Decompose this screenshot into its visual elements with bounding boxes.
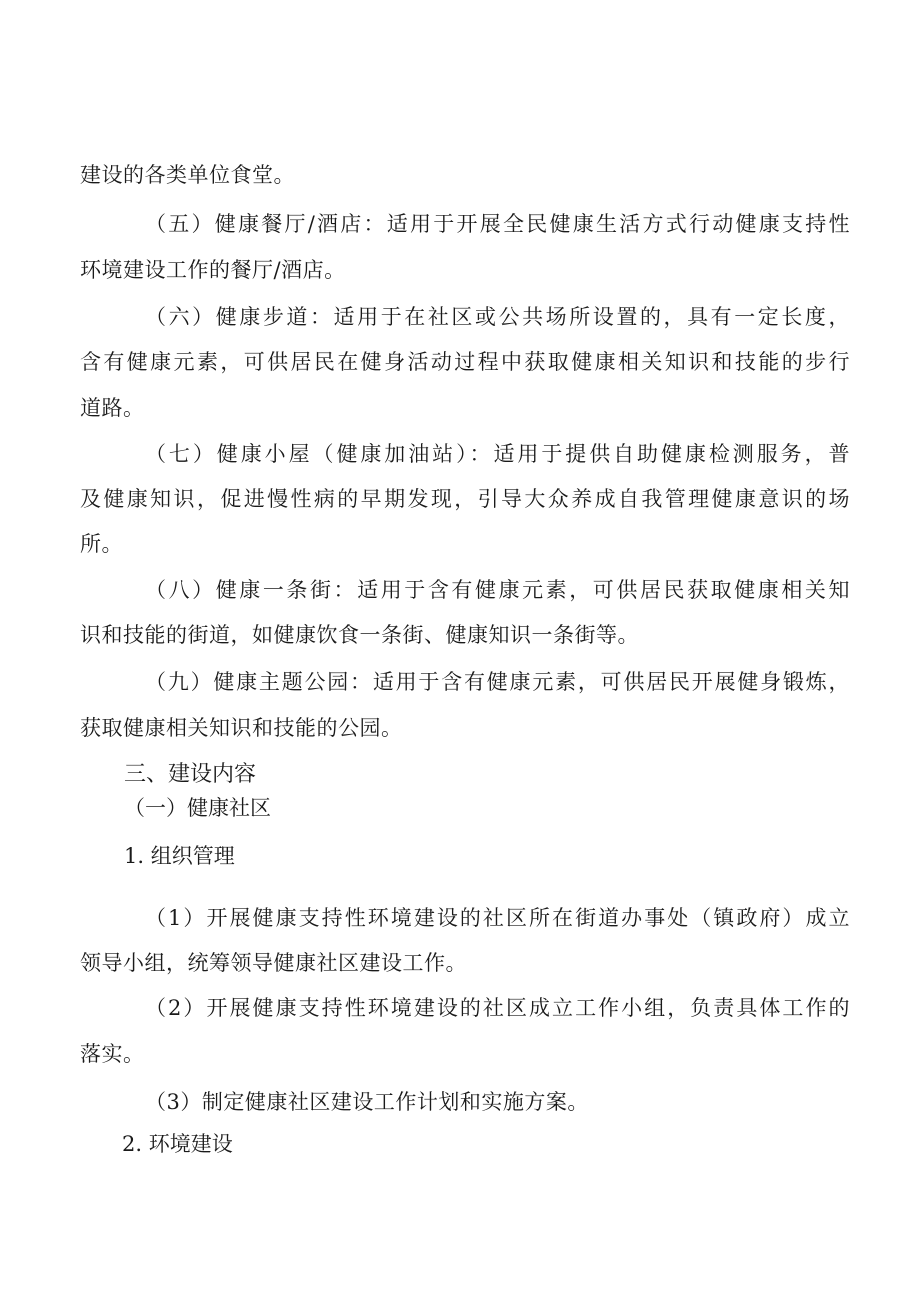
- paragraph-line: 道路。: [80, 396, 145, 420]
- paragraph-line: （1）开展健康支持性环境建设的社区所在街道办事处（镇政府）成立: [145, 906, 850, 930]
- paragraph-line: （3）制定健康社区建设工作计划和实施方案。: [145, 1090, 589, 1114]
- paragraph-line: 环境建设工作的餐厅/酒店。: [80, 258, 346, 282]
- paragraph-line: 获取健康相关知识和技能的公园。: [80, 716, 403, 740]
- subsection-item-heading: 1. 组织管理: [124, 844, 235, 868]
- paragraph-line: （2）开展健康支持性环境建设的社区成立工作小组，负责具体工作的: [145, 996, 850, 1020]
- paragraph-line: （五）健康餐厅/酒店：适用于开展全民健康生活方式行动健康支持性: [145, 212, 850, 236]
- paragraph-line: （八）健康一条街：适用于含有健康元素，可供居民获取健康相关知: [145, 578, 850, 602]
- subsection-heading: （一）健康社区: [124, 796, 271, 820]
- paragraph-line: 建设的各类单位食堂。: [80, 163, 295, 187]
- paragraph-line: （七）健康小屋（健康加油站）：适用于提供自助健康检测服务，普: [145, 442, 850, 466]
- paragraph-line: （六）健康步道：适用于在社区或公共场所设置的，具有一定长度，: [145, 305, 850, 329]
- paragraph-line: 落实。: [80, 1042, 145, 1066]
- section-heading: 三、建设内容: [124, 762, 257, 787]
- subsection-item-heading: 2. 环境建设: [122, 1132, 233, 1156]
- paragraph-line: 识和技能的街道，如健康饮食一条街、健康知识一条街等。: [80, 623, 639, 647]
- paragraph-line: （九）健康主题公园：适用于含有健康元素，可供居民开展健身锻炼，: [145, 670, 850, 694]
- paragraph-line: 及健康知识，促进慢性病的早期发现，引导大众养成自我管理健康意识的场: [80, 487, 850, 511]
- paragraph-line: 含有健康元素，可供居民在健身活动过程中获取健康相关知识和技能的步行: [80, 350, 850, 374]
- paragraph-line: 领导小组，统筹领导健康社区建设工作。: [80, 951, 467, 975]
- paragraph-line: 所。: [80, 532, 123, 556]
